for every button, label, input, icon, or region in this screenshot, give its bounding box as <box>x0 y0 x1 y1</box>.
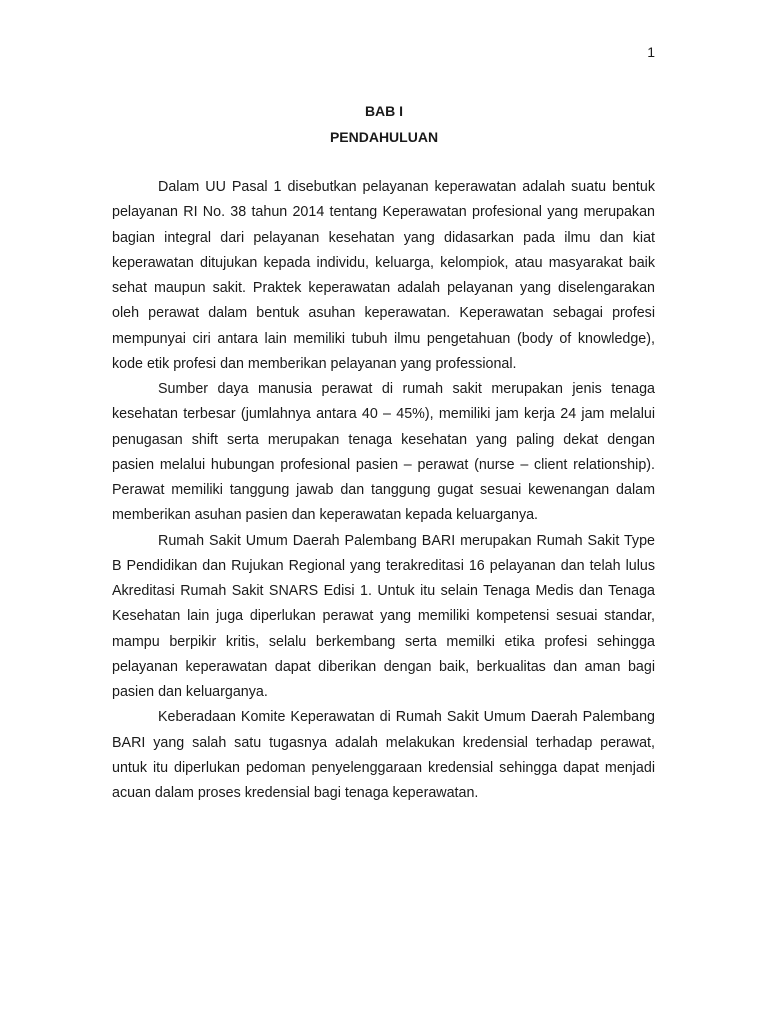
paragraph-4: Keberadaan Komite Keperawatan di Rumah Sakit Umum Daerah Palembang BARI yang salah satu tugasnya adalah melakukan kredensial terhadap perawat, untuk itu diperlukan pedoman penyelenggaraan kredensial sehingga dapat menjadi acuan dalam proses kredensial bagi tenaga keperawatan. <box>112 709 655 801</box>
chapter-title: PENDAHULUAN <box>329 129 439 145</box>
chapter-heading: BAB I <box>364 103 404 119</box>
paragraph-2: Sumber daya manusia perawat di rumah sakit merupakan jenis tenaga kesehatan terbesar (jumlahnya antara 40 – 45%), memiliki jam kerja 24 jam melalui penugasan shift serta merupakan tenaga kesehatan yang paling dekat dengan pasien melalui hubungan profesional pasien – perawat (nurse – client relationship). Perawat memiliki tanggung jawab dan tanggung gugat sesuai kewenangan dalam memberikan asuhan pasien dan keperawatan kepada keluarganya. <box>112 381 655 524</box>
page-number: 1 <box>647 44 655 60</box>
body-text <box>112 175 655 806</box>
paragraph-1: Dalam UU Pasal 1 disebutkan pelayanan keperawatan adalah suatu bentuk pelayanan RI No. 38 tahun 2014 tentang Keperawatan profesional yang merupakan bagian integral dari pelayanan kesehatan yang didasarkan pada ilmu dan kiat keperawatan ditujukan kepada individu, keluarga, kelompiok, atau masyarakat baik sehat maupun sakit. Praktek keperawatan adalah pelayanan yang diselengarakan oleh perawat dalam bentuk asuhan keperawatan. Keperawatan sebagai profesi mempunyai ciri antara lain memiliki tubuh ilmu pengetahuan (body of knowledge), kode etik profesi dan memberikan pelayanan yang professional. <box>112 179 655 372</box>
paragraph-3: Rumah Sakit Umum Daerah Palembang BARI merupakan Rumah Sakit Type B Pendidikan dan Rujukan Regional yang terakreditasi 16 pelayanan dan telah lulus Akreditasi Rumah Sakit SNARS Edisi 1. Untuk itu selain Tenaga Medis dan Tenaga Kesehatan lain juga diperlukan perawat yang memiliki kompetensi sesuai standar, mampu berpikir kritis, selalu berkembang serta memilki etika profesi sehingga pelayanan keperawatan dapat diberikan dengan baik, berkualitas dan aman bagi pasien dan keluarganya. <box>112 532 655 700</box>
